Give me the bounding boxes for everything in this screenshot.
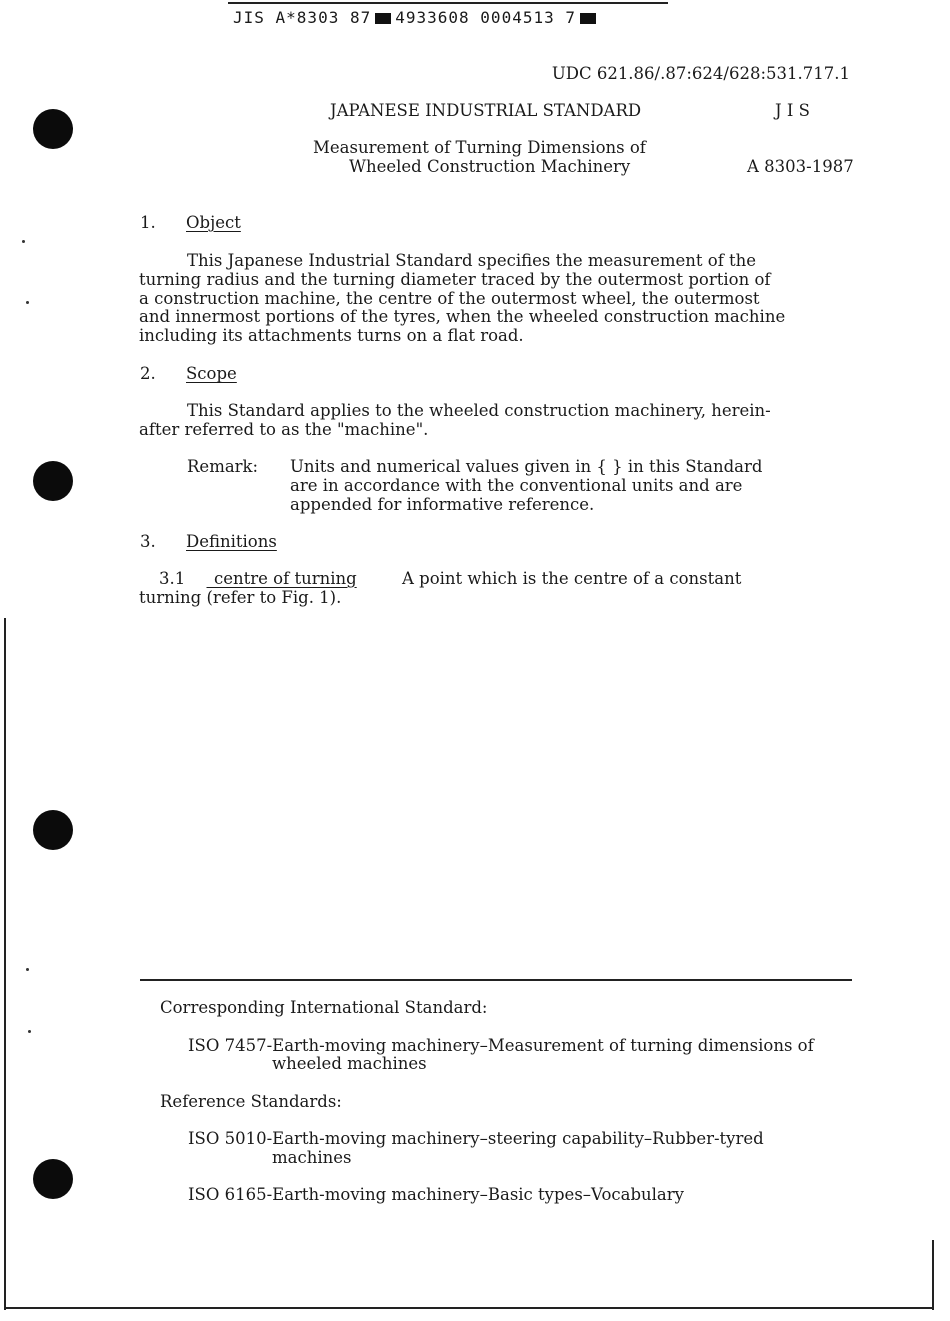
scan-speck [22,240,25,243]
figure-reference: (refer to Fig. 1) [206,588,337,607]
iso-5010-line-2: machines [272,1148,352,1167]
section-3-heading: Definitions [186,532,277,551]
definition-line-2-end: . [336,588,342,607]
definition-text: A point which is the centre of a constant [402,569,742,588]
redaction-block-icon [375,13,391,24]
remark-label: Remark: [187,457,259,476]
jis-mark: J I S [775,101,810,120]
doc-number: A 8303-1987 [747,157,854,176]
remark-line: are in accordance with the conventional units and are [290,476,743,495]
definition-line-2 [139,589,341,608]
definition-term: centre of turning [214,569,357,588]
section-3-number: 3. [140,532,156,551]
title-line-1: Measurement of Turning Dimensions of [313,138,646,157]
punch-hole [33,1159,73,1199]
corresponding-standard-label: Corresponding International Standard: [160,998,488,1017]
punch-hole [33,461,73,501]
redaction-block-icon [580,13,596,24]
scan-speck [28,1030,31,1033]
scan-speck [26,301,29,304]
udc-code: UDC 621.86/.87:624/628:531.717.1 [551,64,850,83]
scan-speck [26,968,29,971]
section-1-number: 1. [140,213,156,232]
header-top-line [228,2,668,4]
remark-line: appended for informative reference. [290,495,595,514]
iso-5010-line-1: ISO 5010-Earth-moving machinery–steering capability–Rubber-tyred [188,1129,764,1148]
section-2-number: 2. [140,364,156,383]
header-code [233,8,600,27]
punch-hole [33,109,73,149]
section-1-heading: Object [186,213,241,232]
iso-7457-line-1: ISO 7457-Earth-moving machinery–Measurement of turning dimensions of [188,1036,814,1055]
reference-standards-label: Reference Standards: [160,1092,342,1111]
iso-7457-line-2: wheeled machines [272,1054,427,1073]
definition-line-2-prefix: turning [139,588,202,607]
footer-divider [140,979,852,981]
section-1-line: and innermost portions of the tyres, when the wheeled construction machine [139,307,786,326]
section-2-heading: Scope [186,364,237,383]
header-code-part1: JIS A*8303 87 [233,8,372,27]
section-1-line: This Japanese Industrial Standard specifies the measurement of the [187,251,757,270]
iso-6165-line-1: ISO 6165-Earth-moving machinery–Basic types–Vocabulary [188,1185,684,1204]
remark-line: Units and numerical values given in { } in this Standard [290,457,763,476]
scan-left-edge [4,618,6,1310]
scan-right-edge [932,1240,934,1310]
section-2-line: after referred to as the "machine". [139,420,429,439]
section-2-line: This Standard applies to the wheeled construction machinery, herein- [187,401,771,420]
section-1-line: a construction machine, the centre of the outermost wheel, the outermost [139,289,760,308]
section-1-line: including its attachments turns on a flat road. [139,326,524,345]
title-line-2: Wheeled Construction Machinery [349,157,631,176]
section-1-line: turning radius and the turning diameter traced by the outermost portion of [139,270,771,289]
header-code-part2: 4933608 0004513 7 [395,8,576,27]
definition-number: 3.1 [159,569,186,588]
punch-hole [33,810,73,850]
scan-bottom-edge [4,1307,932,1309]
standard-name: JAPANESE INDUSTRIAL STANDARD [330,101,642,120]
